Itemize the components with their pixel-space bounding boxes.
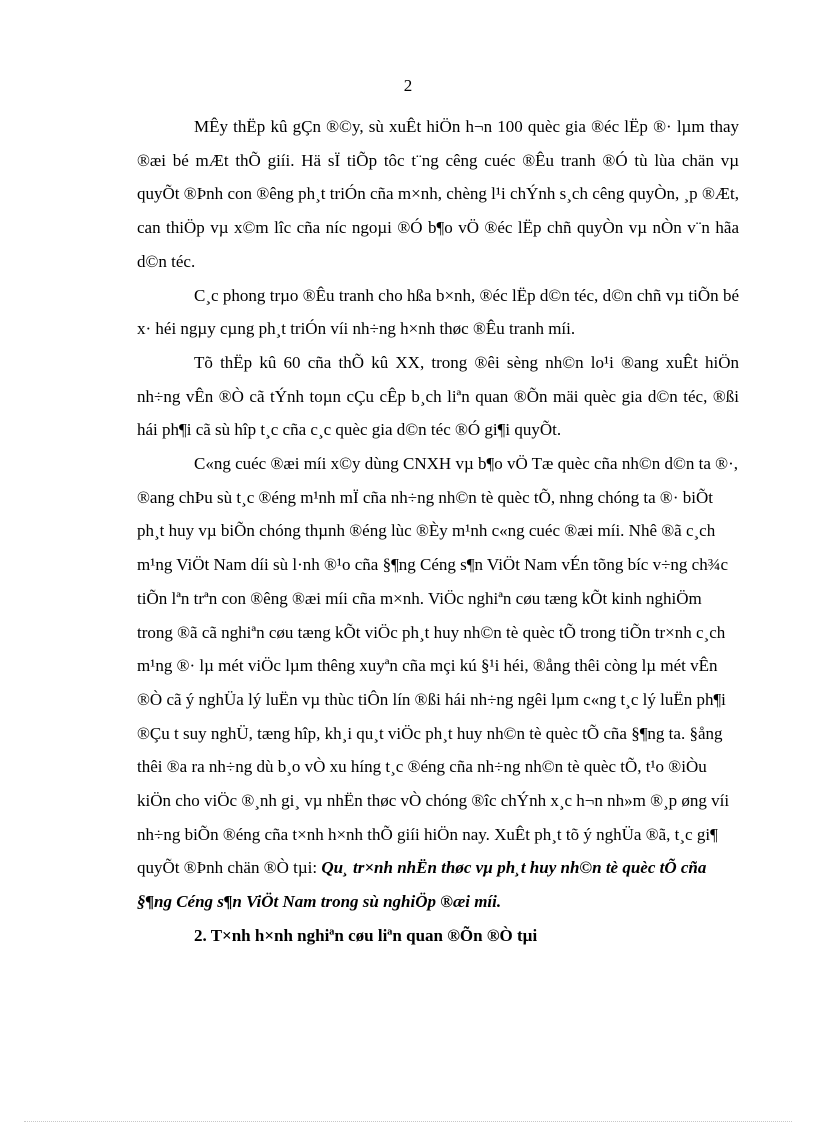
- paragraph: MÊy thËp kû gÇn ®©y, sù xuÊt hiÖn h¬n 100 quèc gia ®éc lËp ®· lµm thay ®æi bé mÆt thÕ giíi. Hä sÏ tiÕp tôc t¨ng cêng cuéc ®Êu tranh ®Ó tù lùa chän vµ quyÕt ®Þnh con ®êng ph¸t triÓn cña m×nh, chèng l¹i chÝnh s¸ch cêng quyÒn, ¸p ®Æt, can thiÖp vµ x©m lîc cña níc ngoµi ®Ó b¶o vÖ ®éc lËp chñ quyÒn vµ nÒn v¨n hãa d©n téc.: [137, 117, 739, 271]
- topic-title: Qu¸ tr×nh nhËn thøc vµ ph¸t huy nh©n tè quèc tÕ cña §¶ng Céng s¶n ViÖt Nam trong sù nghiÖp ®æi míi: [137, 858, 707, 912]
- paragraph: C¸c phong trµo ®Êu tranh cho hßa b×nh, ®éc lËp d©n téc, d©n chñ vµ tiÕn bé x· héi ngµy cµng ph¸t triÓn víi nh÷ng h×nh thøc ®Êu tranh míi.: [137, 285, 739, 339]
- paragraph: Tõ thËp kû 60 cña thÕ kû XX, trong ®êi sèng nh©n lo¹i ®ang xuÊt hiÖn nh÷ng vÊn ®Ò cã tÝnh toµn cÇu cÊp b¸ch liªn quan ®Õn mäi quèc gia d©n téc, ®ßi hái ph¶i cã sù hîp t¸c cña c¸c quèc gia d©n téc ®Ó gi¶i quyÕt.: [137, 352, 739, 440]
- topic-title-end: .: [496, 892, 502, 912]
- page-number: 2: [403, 76, 413, 95]
- paragraph-text: C«ng cuéc ®æi míi x©y dùng CNXH vµ b¶o vÖ Tæ quèc cña nh©n d©n ta ®·, ®ang chÞu sù t¸c ®éng m¹nh mÏ cña nh÷ng nh©n tè quèc tÕ, nhng chóng ta ®· biÕt ph¸t huy vµ biÕn chóng thµnh ®éng lùc ®Èy m¹nh c«ng cuéc ®æi míi. Nhê ®ã c¸ch m¹ng ViÖt Nam díi sù l·nh ®¹o cña §¶ng Céng s¶n ViÖt Nam vÉn tõng bíc v÷ng ch¾c tiÕn lªn trªn con ®êng ®æi míi cña m×nh. ViÖc nghiªn cøu tæng kÕt kinh nghiÖm trong ®ã cã nghiªn cøu tæng kÕt viÖc ph¸t huy nh©n tè quèc tÕ trong tiÕn tr×nh c¸ch m¹ng ®· lµ mét viÖc lµm thêng xuyªn cña mçi kú §¹i héi, ®ång thêi còng lµ mét vÊn ®Ò cã ý nghÜa lý luËn vµ thùc tiÔn lín ®ßi hái nh÷ng ngêi lµm c«ng t¸c lý luËn ph¶i ®Çu t suy nghÜ, tæng hîp, kh¸i qu¸t viÖc ph¸t huy nh©n tè quèc tÕ cña §¶ng ta. §ång thêi ®a ra nh÷ng dù b¸o vÒ xu híng t¸c ®éng cña nh÷ng nh©n tè quèc tÕ, t¹o ®iÒu kiÖn cho viÖc ®¸nh gi¸ vµ nhËn thøc vÒ chóng ®îc chÝnh x¸c h¬n nh»m ®¸p øng víi nh÷ng biÕn ®éng cña t×nh h×nh thÕ giíi hiÖn nay. XuÊt ph¸t tõ ý nghÜa ®ã, t¸c gi¶ quyÕt ®Þnh chän ®Ò tµi:: [137, 454, 739, 878]
- body-text: [137, 110, 739, 953]
- page-bottom-rule: [24, 1121, 792, 1122]
- paragraph-with-topic: [137, 447, 739, 919]
- section-heading: 2. T×nh h×nh nghiªn cøu liªn quan ®Õn ®Ò tµi: [194, 925, 538, 945]
